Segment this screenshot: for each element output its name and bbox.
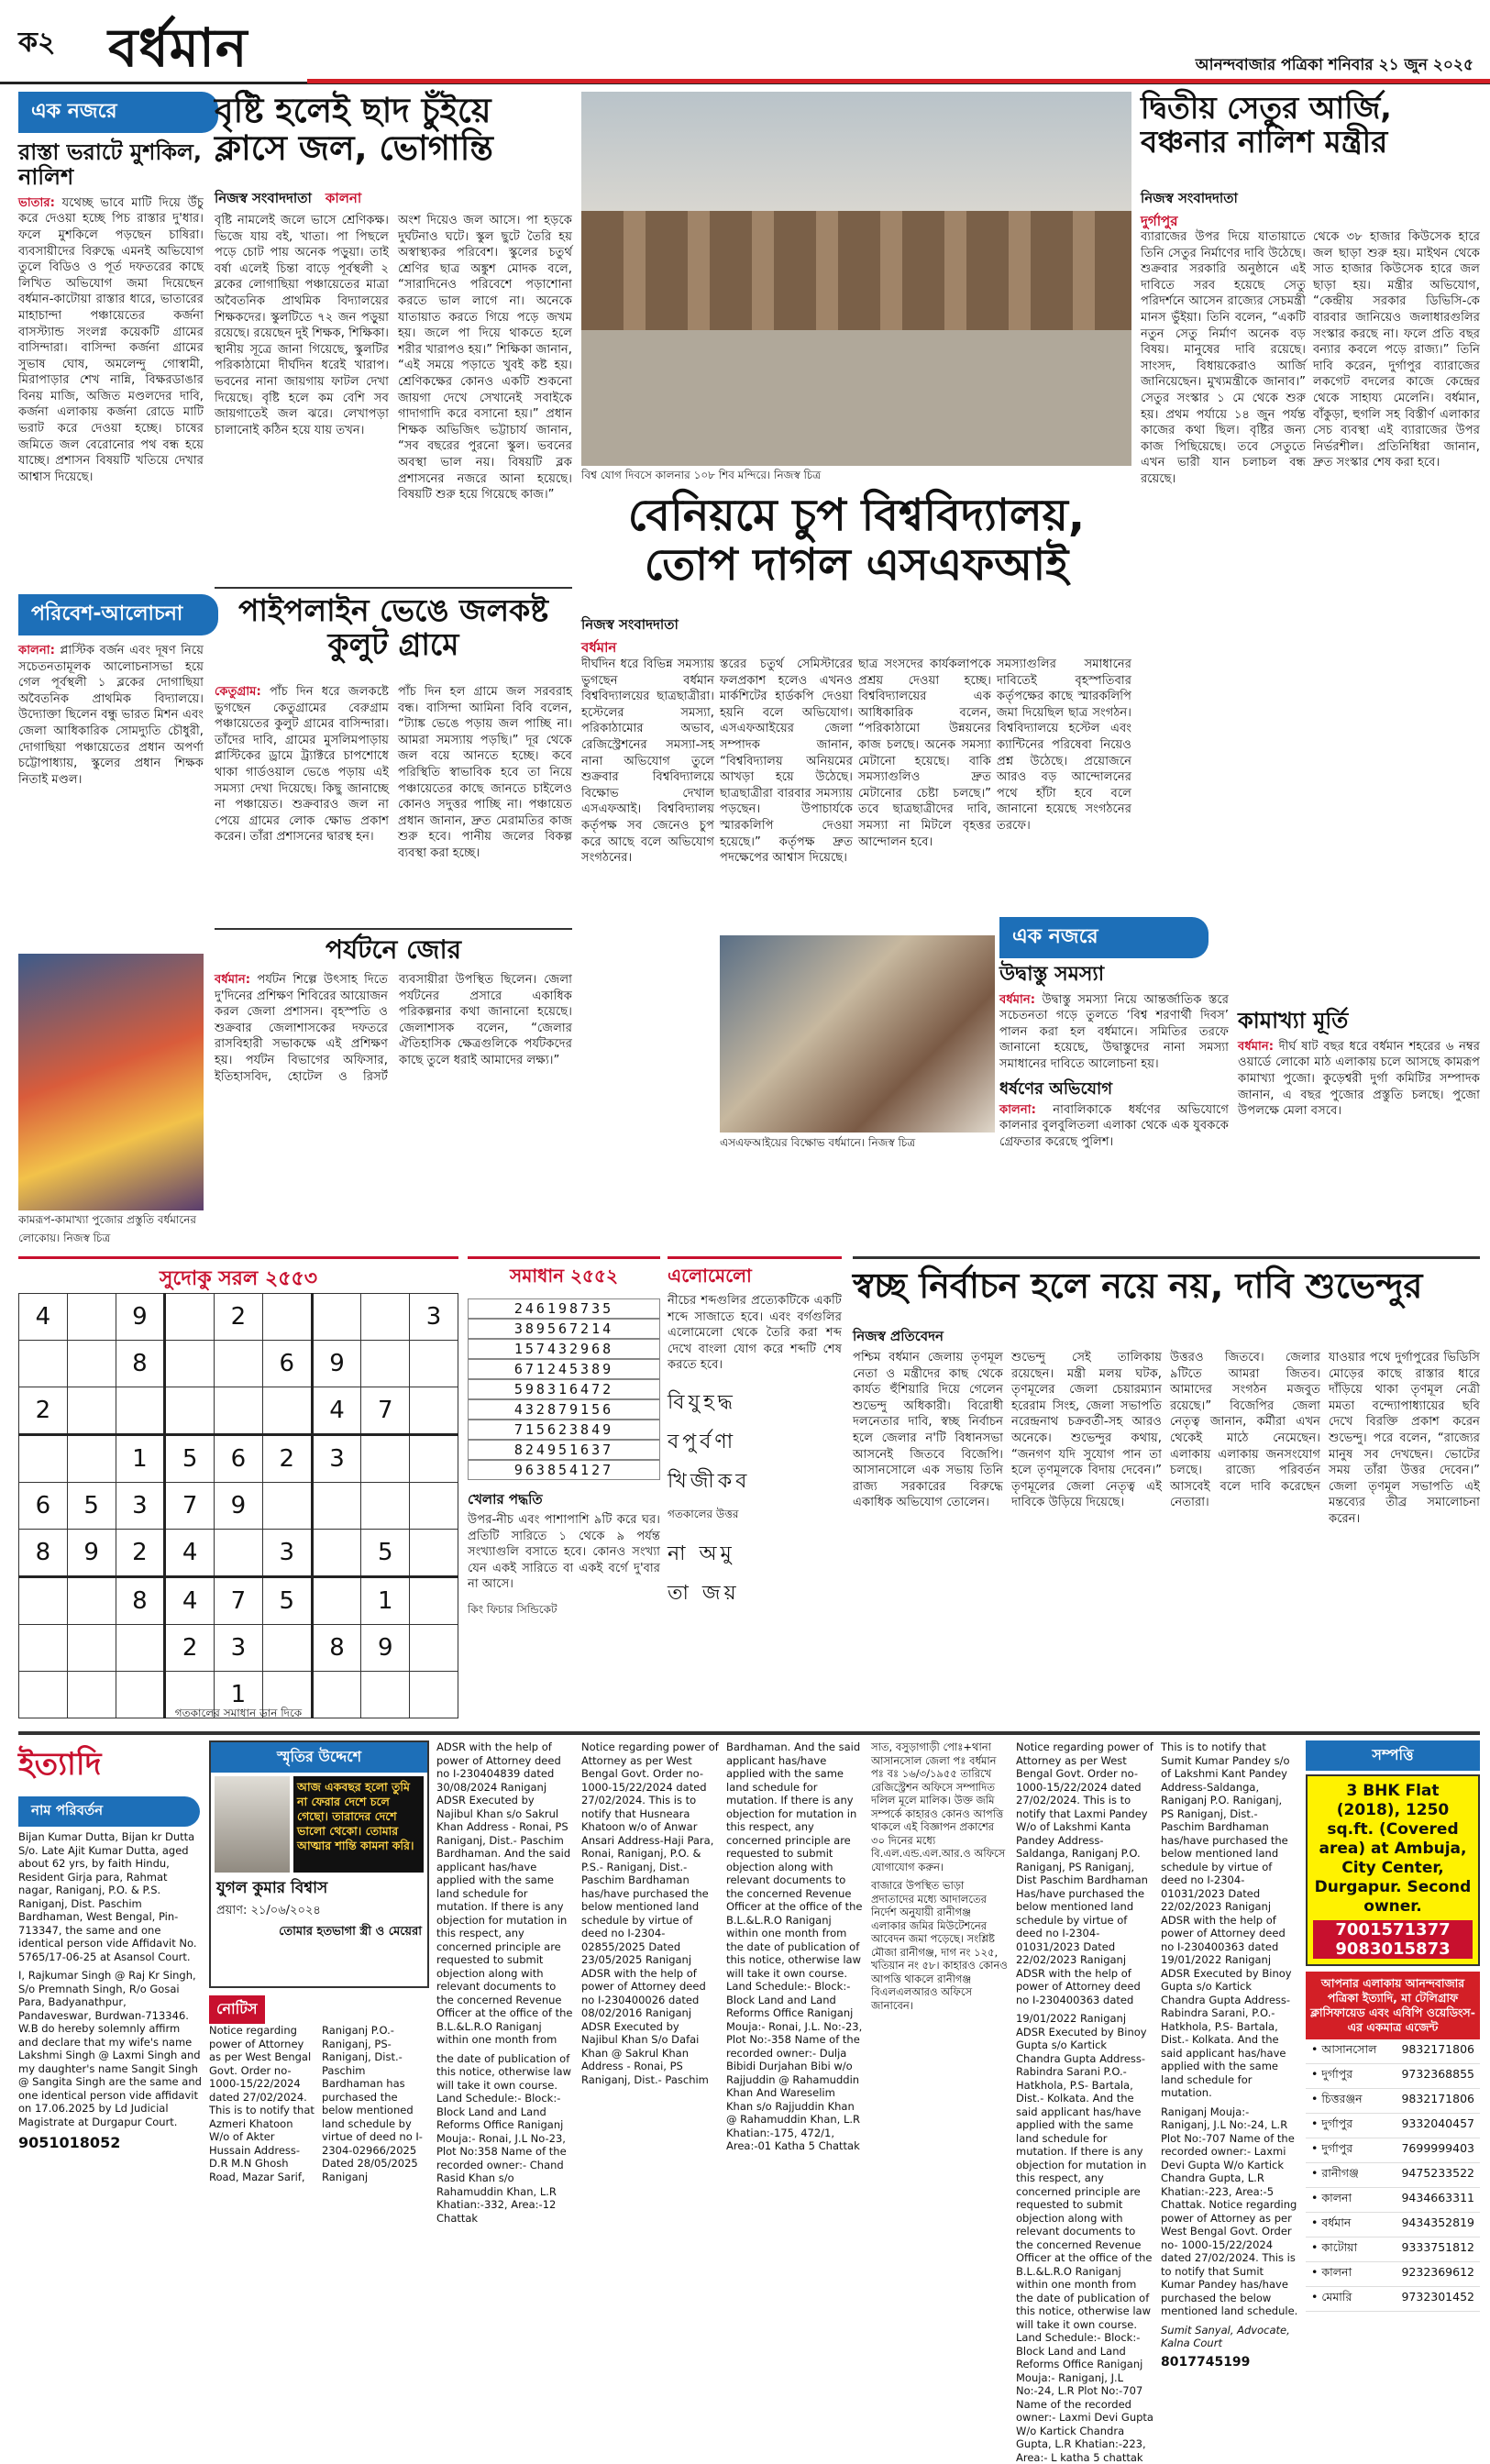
agent-place: • রানীগঞ্জ — [1311, 2166, 1359, 2180]
sudoku-cell[interactable]: 2 — [116, 1530, 165, 1577]
roof-headline-box — [215, 92, 572, 183]
sudoku-cell[interactable]: 7 — [215, 1577, 263, 1625]
sudoku-cell[interactable] — [312, 1294, 361, 1341]
alomelo-word5: তা জয় — [668, 1581, 740, 1605]
shuvendu-col3: উত্তরও জিতবে। জেলার ৯টিতে আমরা জিতব। আমাদের সংগঠন মজবুত রয়েছে।” বিজেপির জেলা নেতৃত্ব জানান, কর্মীরা এখন থেকেই মাঠে নেমেছেন। এলাকায় এলাকায় জনসংযোগ চলছে। রাজ্যে পরিবর্তন আসবেই বলে দাবি করেছেন নেতারা। — [1170, 1351, 1320, 1510]
kamakhya-photo — [18, 954, 204, 1210]
sudoku-cell[interactable] — [262, 1483, 312, 1530]
sudoku-cell[interactable] — [410, 1435, 458, 1483]
property-ad-box — [1306, 1774, 1480, 1966]
sudoku-cell[interactable] — [361, 1294, 410, 1341]
sudoku-cell[interactable] — [165, 1387, 215, 1435]
shuvendu-headline-box — [853, 1256, 1480, 1320]
masthead-rule — [307, 79, 1490, 83]
notice-2-text: ADSR with the help of power of Attorney deed no I-230404839 dated 30/08/2024 Raniganj ADSR Executed by Najibul Khan s/o Sakrul Khan Address - Ronai, PS Raniganj, Dist.- Paschim Bardhaman. And the said applicant has/have applied with the same land schedule for mutation. If there is any objection for mutation in this respect, any concerned principle are requested to submit objection along with relevant documents to the concerned Revenue Officer at the office of the B.L.&L.R.O Raniganj within one month from — [436, 1740, 573, 2046]
sudoku-cell[interactable]: 5 — [165, 1435, 215, 1483]
sudoku-cell[interactable] — [215, 1387, 263, 1435]
roof-col2: অংশ দিয়েও জল আসে। পা হড়কে দুর্ঘটনাও ঘটে। স্কুল ছুটে তৈরি হয় অস্বাস্থ্যকর পরিবেশ। স্কুলের চতুর্থ শ্রেণির ছাত্র অঙ্কুশ মোদক বলে, “সারাদিনেও পরিবেশে পড়াশোনা করতে ভাল লাগে না। অনেকে যাতায়াত করতে গিয়ে পড়ে জখম হয়। জলে পা দিয়ে থাকতে হলে শরীর খারাপও হয়।” শিক্ষিকা জানান, “এই সময়ে পড়াতে খুবই কষ্ট হয়। শ্রেণিকক্ষের কোনও একটি শুকনো জায়গা দেখে সেখানেই সবাইকে গাদাগাদি করে বসানো হয়।” প্রধান শিক্ষক অভিজিৎ ভট্টাচার্য জানান, “সব বছরের পুরনো স্কুল। ভবনের অবস্থা ভাল নয়। বিষয়টি ব্লক প্রশাসনের নজরে আনা হয়েছে। বিষয়টি শুরু হয়ে গিয়েছে কাজ।” — [398, 214, 572, 503]
bridge-col2: থেকে ৩৮ হাজার কিউসেক হারে জল ছাড়া শুরু হয়। মাইথন থেকে সাত হাজার কিউসেক হারে জল ছাড়া হয়। মন্ত্রীর অভিযোগ, “কেন্দ্রীয় সরকার ডিভিসি-কে বারবার জানিয়েও জলাধারগুলির সংস্কার করছে না। ফলে প্রতি বছর বন্যার কবলে পড়ে রাজ্য।” তিনি দাবি করেন, দুর্গাপুর ব্যারাজের লকগেট বদলের কাজে কেন্দ্রের থেকে সাহায্য মেলেনি। বর্ধমান, বাঁকুড়া, হুগলি সহ বিস্তীর্ণ এলাকার সেচ ব্যবস্থা এই ব্যারাজের উপর নির্ভরশীল। প্রতিনিধিরা জানান, দ্রুত সংস্কার শেষ করা হবে। — [1313, 230, 1480, 470]
sudoku-cell[interactable]: 9 — [312, 1341, 361, 1387]
sudoku-cell[interactable] — [67, 1294, 116, 1341]
agent-row — [1306, 2262, 1480, 2287]
university-byline: নিজস্ব সংবাদদাতা — [581, 616, 679, 633]
sudoku-cell[interactable] — [361, 1483, 410, 1530]
shuvendu-col2: শুভেন্দু সেই তালিকায় রয়েছেন। মন্ত্রী মলয় ঘটক, তৃণমূলের জেলা চেয়ারম্যান হরেরাম সিংহ, জেলা সভাপতি নরেন্দ্রনাথ চক্রবর্তী-সহ আরও অনেকে। শুভেন্দুর কথায়, “জনগণ যদি সুযোগ পান তা হলে তৃণমূলকে বিদায় দেবেন।” তৃণমূলের জেলা নেতৃত্ব এই দাবিকে উড়িয়ে দিয়েছে। — [1011, 1351, 1162, 1510]
sudoku-cell[interactable] — [19, 1435, 68, 1483]
edition-date: আনন্দবাজার পত্রিকা শনিবার ২১ জুন ২০২৫ — [1195, 56, 1473, 74]
notice-7-text: বাজারে উপস্থিত ভাড়া প্রদাতাদের মধ্যে আদালতের নির্দেশ অনুযায়ী রানীগঞ্জ এলাকার জমির মিউটেশনের আবেদন জমা পড়েছে। সংশ্লিষ্ট মৌজা রানীগঞ্জ, দাগ নং ১২৫, খতিয়ান নং ৫৮। কাহারও কোনও আপত্তি থাকলে রানীগঞ্জ বিএলএলআরও অফিসে জানাবেন। — [871, 1879, 1008, 2012]
poribesh-place: কালনা: — [18, 644, 55, 657]
sudoku-cell[interactable] — [410, 1577, 458, 1625]
ityadi-column — [18, 1740, 202, 2295]
sudoku-cell[interactable] — [312, 1483, 361, 1530]
sudoku-cell[interactable] — [67, 1625, 116, 1672]
agent-row — [1306, 2039, 1480, 2064]
memorial-date: প্রয়াণ: ২১/০৬/২০২৪ — [216, 1904, 321, 1917]
agent-row — [1306, 2138, 1480, 2163]
solution-row: 598316472 — [468, 1379, 660, 1399]
university-col1: দীর্ঘদিন ধরে বিভিন্ন সমস্যায় ভুগছেন বর্ধমান বিশ্ববিদ্যালয়ের ছাত্রছাত্রীরা। হস্টেলের সমস্যা, পরিকাঠামোর অভাব, রেজিস্ট্রেশনের সমস্যা-সহ নানা অভিযোগ তুলে শুক্রবার বিশ্ববিদ্যালয়ে বিক্ষোভ দেখাল এসএফআই। বিশ্ববিদ্যালয় কর্তৃপক্ষ সব জেনেও চুপ করে আছে বলে অভিযোগ সংগঠনের। — [581, 657, 714, 866]
university-headline: বেনিয়মে চুপ বিশ্ববিদ্যালয়, তোপ দাগল এসএফআই — [627, 490, 1086, 591]
agent-row — [1306, 2089, 1480, 2114]
notice-tag: নোটিস — [209, 1995, 265, 2024]
notice-9-text: 19/01/2022 Raniganj ADSR Executed by Binoy Gupta s/o Kartick Chandra Gupta Address-Rabindra Sarani P.O.- Hatkhola, P.S- Bartala, Dist.- Kolkata. And the said applicant has/have applied with the same land schedule for mutation. If there is any objection for mutation in this respect, any concerned principle are requested to submit objection along with relevant documents to the concerned Revenue Officer at the office of the B.L.&L.R.O Raniganj within one month from the date of publication of this notice, otherwise law will take it own course. Land Schedule:- Block:- Block Land and Land Reforms Office Raniganj Mouja:- Raniganj, J.L No:-24, L.R Plot No:-707 Name of the recorded owner:- Laxmi Devi Gupta W/o Kartick Chandra Gupta, L.R Khatian:-223, Area:- L katha 5 chattak — [1016, 2012, 1153, 2464]
property-ad: 3 BHK Flat (2018), 1250 sq.ft. (Covered area) at Ambuja, City Center, Durgapur. Second owner. — [1314, 1782, 1472, 1916]
sudoku-cell[interactable]: 9 — [215, 1483, 263, 1530]
agent-phone: 9333751812 — [1401, 2240, 1474, 2254]
university-col3: ছাত্র সংসদের কার্যকলাপকে প্রশ্রয় দেওয়া হচ্ছে। বিশ্ববিদ্যালয়ের এক আধিকারিক বলেন, “পরিকাঠামো উন্নয়নের কাজ চলছে। অনেক সমস্যা মেটানো হয়েছে। বাকি সমস্যাগুলিও দ্রুত মেটানোর চেষ্টা চলছে।” তবে ছাত্রছাত্রীদের দাবি, সমস্যা না মিটলে বৃহত্তর আন্দোলন হবে। — [858, 657, 991, 849]
sudoku-cell[interactable] — [215, 1341, 263, 1387]
roof-col1: বৃষ্টি নামলেই জলে ভাসে শ্রেণিকক্ষ। ভিজে যায় বই, খাতা। পা পিছলে পড়ে চোট পায় অনেক পড়ুয়া। তাই বর্ষা এলেই চিন্তা বাড়ে পূর্বস্থলী ২ ব্লকের লোগাছিয়া পঞ্চায়েতের মাত্রা অবৈতনিক প্রাথমিক বিদ্যালয়ের শিক্ষকদের। স্কুলটিতে ৭২ জন পড়ুয়া রয়েছে। রয়েছেন দুই শিক্ষক, শিক্ষিকা। স্থানীয় সূত্রে জানা গিয়েছে, স্কুলটির পরিকাঠামো দীর্ঘদিন ধরেই খারাপ। ভবনের নানা জায়গায় ফাটল দেখা দিয়েছে। বৃষ্টি হলে কম বেশি সব জায়গাতেই জল ঝরে। লেখাপড়া চালানোই কঠিন হয়ে যায় তখন। — [215, 214, 389, 437]
sudoku-cell[interactable]: 4 — [19, 1294, 68, 1341]
sudoku-cell[interactable]: 8 — [19, 1530, 68, 1577]
agent-row — [1306, 2213, 1480, 2237]
sudoku-cell[interactable]: 1 — [215, 1672, 263, 1718]
sudoku-grid[interactable] — [18, 1293, 458, 1718]
poribesh-section — [18, 594, 204, 943]
solution-row: 157432968 — [468, 1339, 660, 1359]
notice-8-text: Notice regarding power of Attorney as per West Bengal Govt. Order no- 1000-15/22/2024 dated 27/02/2024. This is to notify that Laxmi Pandey W/o of Lakshmi Kanta Pandey Address- Saldanga, Raniganj P.O. Raniganj, PS Raniganj, Dist Paschim Bardhaman Has/have purchased the below mentioned land schedule by virtue of deed no I-2304-01031/2023 Dated 22/02/2023 Raniganj ADSR with the help of power of Attorney deed no I-230400363 dated — [1016, 1740, 1153, 2006]
shuvendu-col1: পশ্চিম বর্ধমান জেলায় তৃণমূল নেতা ও মন্ত্রীদের কাছ থেকে কার্যত হুঁশিয়ারি দিয়ে গেলেন শুভেন্দু অধিকারী। বিরোধী দলনেতার দাবি, স্বচ্ছ নির্বাচন হলে জেলার ন'টি বিধানসভা আসনেই জিতবে বিজেপি। আসানসোলে এক সভায় তিনি রাজ্য সরকারের বিরুদ্ধে একাধিক অভিযোগ তোলেন। — [853, 1351, 1003, 1510]
agent-row — [1306, 2114, 1480, 2138]
sudoku-cell[interactable]: 9 — [361, 1625, 410, 1672]
classifieds-rule — [18, 1731, 1480, 1735]
shuvendu-headline: স্বচ্ছ নির্বাচন হলে নয়ে নয়, দাবি শুভেন্দুর — [853, 1265, 1423, 1306]
kamakhya-place: বর্ধমান: — [1238, 1039, 1275, 1054]
sudoku-cell[interactable] — [116, 1625, 165, 1672]
roof-byline-box — [215, 188, 572, 212]
sudoku-cell[interactable]: 1 — [116, 1435, 165, 1483]
name-change-tag: নাম পরিবর্তন — [18, 1796, 200, 1827]
notice-signature: Sumit Sanyal, Advocate, Kalna Court — [1161, 2323, 1290, 2349]
notice-column-1 — [209, 1995, 429, 2295]
sudoku-cell[interactable] — [165, 1294, 215, 1341]
memorial-tag: স্মৃতির উদ্দেশে — [211, 1742, 427, 1773]
sudoku-cell[interactable]: 8 — [312, 1625, 361, 1672]
sudoku-cell[interactable] — [410, 1625, 458, 1672]
pipeline-col1-text: পাঁচ দিন ধরে জলকষ্টে ভুগছেন কেতুগ্রামের বেরুগ্রাম পঞ্চায়েতের কুলুট গ্রামের বাসিন্দারা। তাঁদের দাবি, গ্রামের মুসলিমপাড়ায় প্লাস্টিকের ড্রামে ট্র্যাক্টরে চাপশোধে থাকা গার্ডওয়াল ভেঙে পড়ায় এই সমস্যা দেখা দিয়েছে। কিছু জানাচ্ছে না পঞ্চায়েত। শুক্রবারও জল না পেয়ে গ্রামের লোক ক্ষোভ প্রকাশ করেন। তাঁরা প্রশাসনের দ্বারস্থ হন। — [215, 685, 389, 845]
agent-row — [1306, 2237, 1480, 2262]
sudoku-cell[interactable]: 4 — [165, 1577, 215, 1625]
solution-box — [468, 1256, 660, 1715]
university-col4: সমস্যাগুলির সমাধানের দাবিতেই বৃহস্পতিবার কর্তৃপক্ষের কাছে স্মারকলিপি জমা দিয়েছিল ছাত্র সংগঠন। বিশ্ববিদ্যালয়ে হস্টেল এবং ক্যান্টিনের পরিষেবা নিয়েও প্রশ্ন উঠেছে। প্রয়োজনে আরও বড় আন্দোলনের পথে হাঁটা হবে বলে জানানো হয়েছে সংগঠনের তরফে। — [997, 657, 1131, 833]
university-col2: স্তরের চতুর্থ সেমিস্টারের ফলপ্রকাশ হলেও এখনও মার্কশিটের হার্ডকপি দেওয়া হয়নি বলে অভিযোগ। এসএফআইয়ের জেলা সম্পাদক জানান, “বিশ্ববিদ্যালয় অনিয়মের আখড়া হয়ে উঠেছে। ছাত্রছাত্রীরা বারবার সমস্যায় পড়ছেন। উপাচার্যকে স্মারকলিপি দেওয়া হয়েছে।” কর্তৃপক্ষ দ্রুত পদক্ষেপের আশ্বাস দিয়েছে। — [720, 657, 853, 866]
pipeline-col2: পাঁচ দিন হল গ্রামে জল সরবরাহ বন্ধ। বাসিন্দা আমিনা বিবি বলেন, “ট্যাঙ্ক ভেঙে পড়ায় জল পাচ্ছি না। আমরা সমস্যায় পড়ছি।” দূর থেকে জল বয়ে আনতে হচ্ছে। কবে পরিস্থিতি স্বাভাবিক হবে তা নিয়ে পঞ্চায়েতের কাছে জানতে চাইলেও কোনও সদুত্তর পাচ্ছি না। পঞ্চায়েত প্রধান জানান, দ্রুত মেরামতির কাজ শুরু হবে। পানীয় জলের বিকল্প ব্যবস্থা করা হচ্ছে। — [398, 685, 572, 860]
notice-5: Bardhaman. And the said applicant has/have applied with the same land schedule for mutation. If there is any objection for mutation in this respect, any concerned principle are requested to submit objection along with relevant documents to the concerned Revenue Officer at the office of the B.L.&L.R.O Raniganj within one month from the date of publication of this notice, otherwise law will take it own course. Land Schedule:- Block:- Block Land and Land Reforms Office Raniganj Mouja:- Ronai, J.L. No:-23, Plot No:-358 Name of the recorded owner:- Dulja Bibidi Durjahan Bibi w/o Rajjuddin @ Rahamuddin Khan And Wareselim Khan s/o Rajjuddin Khan @ Rahamuddin Khan, L.R Khatian:-175, 472/1, Area:-01 Katha 5 Chattak — [726, 1740, 863, 2152]
sudoku-cell[interactable] — [262, 1387, 312, 1435]
notice-3-text: the date of publication of this notice, otherwise law will take it own course. Land Schedule:- Block:- Block Land and Land Reforms Office Raniganj Mouja:- Ronai, J.L No-23, Plot No:358 Name of the recorded owner:- Chand Rasid Khan s/o Rahamuddin Khan, L.R Khatian:-332, Area:-12 Chattak — [436, 2051, 571, 2225]
agent-row — [1306, 2064, 1480, 2089]
sudoku-cell[interactable] — [361, 1435, 410, 1483]
roof-place: কালনা — [325, 190, 362, 206]
alomelo-title: এলোমেলো — [668, 1256, 842, 1293]
sudoku-cell[interactable]: 3 — [410, 1294, 458, 1341]
sudoku-cell[interactable]: 4 — [165, 1530, 215, 1577]
sudoku-cell[interactable]: 4 — [312, 1387, 361, 1435]
ek-nojore-tag: এক নজরে — [18, 92, 218, 133]
property-phone-1: 7001571377 — [1313, 1920, 1473, 1939]
kamakhya-body: দীর্ঘ ষাট বছর ধরে বর্ধমান শহরের ৬ নম্বর ওয়ার্ডে লোকো মাঠ এলাকায় চলে আসছে কামরূপ কামাখ্যা পুজো। কুড়েশ্বরী দুর্গা কমিটির সম্পাদক জানান, এ বছর পুজোর প্রস্তুতি চলছে। পুজো উপলক্ষে মেলা বসবে। — [1238, 1039, 1480, 1119]
solution-grid — [468, 1298, 660, 1480]
sudoku-cell[interactable]: 5 — [67, 1483, 116, 1530]
solution-row: 824951637 — [468, 1440, 660, 1460]
tourism-place: বর্ধমান: — [215, 973, 251, 987]
ek-nojore-right-subheadline: ধর্ষণের অভিযোগ — [999, 1078, 1113, 1099]
sudoku-cell[interactable] — [312, 1577, 361, 1625]
roof-headline: বৃষ্টি হলেই ছাদ চুঁইয়ে ক্লাসে জল, ভোগান্তি — [215, 91, 493, 169]
sudoku-cell[interactable] — [67, 1341, 116, 1387]
notice-6-text: সাত, বসুড়াগাড়ী পোঃ+থানা আসানসোল জেলা পঃ বর্ধমান পঃ বঃ ১৬/৩/১৯৫৫ তারিখে রেজিস্ট্রেশন অফিসে সম্পাদিত দলিল মূলে মালিক। উক্ত জমি সম্পর্কে কাহারও কোনও আপত্তি থাকলে এই বিজ্ঞাপন প্রকাশের ৩০ দিনের মধ্যে বি.এল.এন্ড.এল.আর.ও অফিসে যোগাযোগ করুন। — [871, 1740, 1006, 1873]
sudoku-cell[interactable]: 6 — [19, 1483, 68, 1530]
agent-row — [1306, 2163, 1480, 2188]
rules-body: উপর-নীচ এবং পাশাপাশি ৯টি করে ঘর। প্রতিটি সারিতে ১ থেকে ৯ পর্যন্ত সংখ্যাগুলি বসাতে হবে। কোনও সংখ্যা যেন একই সারিতে বা একই বর্গে দু'বার না আসে। — [468, 1513, 660, 1592]
sudoku-cell[interactable] — [19, 1341, 68, 1387]
property-phone-2: 9083015873 — [1313, 1939, 1473, 1959]
tourism-headline-box — [215, 928, 572, 968]
bridge-headline: দ্বিতীয় সেতুর আর্জি, বঞ্চনার নালিশ মন্ত্রীর — [1141, 90, 1392, 160]
ityadi-phone-2: 8017745199 — [1161, 2354, 1251, 2370]
property-tag: সম্পত্তি — [1306, 1740, 1480, 1771]
sudoku-cell[interactable] — [67, 1577, 116, 1625]
sudoku-cell[interactable]: 5 — [361, 1530, 410, 1577]
sudoku-cell[interactable] — [262, 1294, 312, 1341]
ek-nojore-right-tag: এক নজরে — [999, 917, 1209, 958]
notice-2 — [436, 1740, 574, 2295]
sudoku-cell[interactable]: 3 — [116, 1483, 165, 1530]
ityadi-title: ইত্যাদি — [18, 1746, 102, 1783]
agent-phone: 9832171806 — [1401, 2042, 1474, 2056]
sudoku-grid-box[interactable] — [18, 1293, 458, 1708]
university-photo-caption: এসএফআইয়ের বিক্ষোভ বর্ধমানে। নিজস্ব চিত্র — [720, 1136, 916, 1149]
rules-credit: কিং ফিচার সিন্ডিকেট — [468, 1602, 557, 1616]
notice-1: Notice regarding power of Attorney as per West Bengal Govt. Order no- 1000-15/22/2024 dated 27/02/2024. This is to notify that Azmeri Khatoon W/o of Akter Hussain Address-D.R M.N Ghosh Road, Mazar Sarif, Raniganj P.O.- Raniganj, PS- Raniganj, Dist.- Paschim Bardhaman has purchased the below mentioned land schedule by virtue of deed no I-2304-02966/2025 Dated 28/05/2025 Raniganj — [209, 2024, 423, 2183]
agent-place: • মেমারি — [1311, 2290, 1352, 2304]
agent-phone: 9732301452 — [1401, 2290, 1474, 2304]
agent-text: আপনার এলাকায় আনন্দবাজার পত্রিকা ইত্যাদি, মা টেলিগ্রাফ ক্লাসিফায়েড এবং এবিপি ওয়েডিংস-এর একমাত্র এজেন্ট — [1306, 1972, 1480, 2039]
agent-place: • চিত্তরঞ্জন — [1311, 2092, 1363, 2105]
sudoku-cell[interactable] — [165, 1341, 215, 1387]
ek-nojore-right-headline: উদ্বাস্তু সমস্যা — [999, 963, 1105, 986]
notice-11-text: Raniganj Mouja:- Raniganj, J.L No:-24, L.R Plot No:-707 Name of the recorded owner:- Laxmi Devi Gupta W/o Kartick Chandra Gupta, L.R Khatian:-223, Area:-5 Chattak. Notice regarding power of Attorney as per West Bengal Govt. Order no- 1000-15/22/2024 dated 27/02/2024. This is to notify that Sumit Kumar Pandey has/have purchased the below mentioned land schedule. — [1161, 2105, 1298, 2317]
sudoku-cell[interactable]: 2 — [19, 1387, 68, 1435]
agent-place: • দুর্গাপুর — [1311, 2067, 1353, 2081]
agent-phone: 9434352819 — [1401, 2215, 1474, 2229]
sudoku-cell[interactable]: 7 — [361, 1387, 410, 1435]
alomelo-word1: বিযুহদ্ধ — [668, 1390, 736, 1414]
sudoku-cell[interactable] — [410, 1530, 458, 1577]
name-change-2: I, Rajkumar Singh @ Raj Kr Singh, S/o Premnath Singh, R/o Gosai Para, Badyanathpur, Pandaveswar, Burdwan-713346. W.B do hereby solemnly affirm and declare that my wife's name Lakshmi Singh @ Laxmi Singh and my daughter's name Sangit Singh @ Sangita Singh are the same and one identical person vide affidavit on 17.06.2025 by Ld Judicial Magistrate at Durgapur Court. — [18, 1969, 202, 2128]
agent-phone: 9475233522 — [1401, 2166, 1474, 2180]
alomelo-word4: না অমু — [668, 1541, 735, 1565]
solution-row: 715623849 — [468, 1420, 660, 1440]
agent-row — [1306, 2287, 1480, 2312]
solution-title: সমাধান ২৫৫২ — [468, 1256, 660, 1293]
kamakhya-headline: কামাখ্যা মূর্তি — [1238, 1008, 1349, 1033]
ek-nojore-place: ভাতার: — [18, 195, 55, 210]
notice-8-9 — [1016, 1740, 1153, 2464]
bridge-byline-box — [1141, 188, 1480, 228]
sudoku-cell[interactable] — [116, 1387, 165, 1435]
sudoku-cell[interactable]: 8 — [116, 1577, 165, 1625]
masthead — [0, 0, 1490, 84]
solution-row: 246198735 — [468, 1298, 660, 1319]
notice-4: Notice regarding power of Attorney as per West Bengal Govt. Order no- 1000-15/22/2024 dated 27/02/2024. This is to notify that Husneara Khatoon w/o of Anwar Ansari Address-Haji Para, Ronai, Raniganj, P.O. & P.S.- Raniganj, Dist.- Paschim Bardhaman has/have purchased the below mentioned land schedule by virtue of deed no I-2304-02855/2025 Dated 23/05/2025 Raniganj ADSR with the help of power of Attorney deed no I-230400026 dated 08/02/2016 Raniganj ADSR Executed by Najibul Khan S/o Dafai Khan @ Sakrul Khan Address - Ronai, PS Raniganj, Dist.- Paschim — [581, 1740, 719, 2086]
memorial-box — [209, 1740, 429, 1988]
sudoku-cell[interactable] — [19, 1577, 68, 1625]
ek-nojore-right-body: উদ্বাস্তু সমস্যা নিয়ে আন্তর্জাতিক স্তরে সচেতনতা গড়ে তুলতে ‘বিশ্ব শরণার্থী দিবস’ পালন করা হল বর্ধমানে। সমিতির তরফে জানানো হয়েছে, উদ্বাস্তুদের নানা সমস্যা সমাধানের দাবিতে আলোচনা হয়। — [999, 992, 1229, 1071]
pipeline-place: কেতুগ্রাম: — [215, 685, 261, 699]
kamakhya-photo-caption: কামরূপ-কামাখ্যা পুজোর প্রস্তুতি বর্ধমানের লোকোয়। নিজস্ব চিত্র — [18, 1213, 196, 1244]
kamakhya-section — [1238, 917, 1480, 1247]
ek-nojore-right-subplace: কালনা: — [999, 1102, 1036, 1117]
sudoku-cell[interactable]: 5 — [262, 1577, 312, 1625]
notice-10-11 — [1161, 1740, 1298, 2370]
agent-phone: 9732368855 — [1401, 2067, 1474, 2081]
notice-10-text: This is to notify that Sumit Kumar Pandey s/o of Lakshmi Kant Pandey Address-Saldanga, Raniganj P.O. Raniganj, PS Raniganj, Dist.- Paschim Bardhaman has/have purchased the below mentioned land schedule by virtue of deed no I-2304-01031/2023 Dated 22/02/2023 Raniganj ADSR with the help of power of Attorney deed no I-230400363 dated 19/01/2022 Raniganj ADSR Executed by Binoy Gupta s/o Kartick Chandra Gupta Address-Rabindra Sarani, P.O.- Hatkhola, P.S- Bartala, Dist.- Kolkata. And the said applicant has/have applied with the same land schedule for mutation. — [1161, 1740, 1292, 2099]
agent-phone: 7699999403 — [1401, 2141, 1474, 2155]
ek-nojore-right — [999, 917, 1229, 1247]
sudoku-cell[interactable] — [67, 1387, 116, 1435]
alomelo-word3: খিজীকব — [668, 1469, 751, 1493]
sudoku-cell[interactable] — [312, 1530, 361, 1577]
solution-row: 671245389 — [468, 1359, 660, 1379]
sudoku-cell[interactable] — [410, 1387, 458, 1435]
agent-place: • কালনা — [1311, 2191, 1352, 2204]
shuvendu-col4: যাওয়ার পথে দুর্গাপুরের ভিডিসি মোড়ের কাছে রাস্তার ধারে দাঁড়িয়ে থাকা তৃণমূল নেত্রী মমতা বন্দ্যোপাধ্যায়ের ছবি দেখে বিরক্তি প্রকাশ করেন শুভেন্দু। পরে বলেন, “রাজ্যের মানুষ সব দেখছেন। ভোটের সময় তাঁরা উত্তর দেবেন।” জেলা তৃণমূল সভাপতি এই মন্তব্যের তীব্র সমালোচনা করেন। — [1329, 1351, 1480, 1526]
memorial-portrait — [215, 1776, 290, 1873]
alomelo-word2: বপুর্বণা — [668, 1430, 737, 1453]
university-place: বর্ধমান — [581, 639, 617, 656]
shuvendu-byline: নিজস্ব প্রতিবেদন — [853, 1328, 944, 1344]
sudoku-cell[interactable]: 6 — [215, 1435, 263, 1483]
alomelo-box — [668, 1256, 842, 1715]
sudoku-title: সুদোকু সরল ২৫৫৩ — [159, 1267, 318, 1290]
bridge-headline-box — [1141, 92, 1480, 183]
page-number: ক২ — [18, 27, 56, 59]
agent-row — [1306, 2188, 1480, 2213]
yoga-photo — [581, 92, 1131, 466]
solution-row: 963854127 — [468, 1460, 660, 1480]
tourism-body — [215, 972, 572, 1247]
sudoku-cell[interactable]: 7 — [165, 1483, 215, 1530]
bridge-place: দুর্গাপুর — [1141, 213, 1178, 229]
agent-phone: 9434663311 — [1401, 2191, 1474, 2204]
sudoku-cell[interactable] — [19, 1625, 68, 1672]
agent-place: • কালনা — [1311, 2265, 1352, 2279]
agent-phone: 9232369612 — [1401, 2265, 1474, 2279]
sudoku-cell[interactable] — [410, 1483, 458, 1530]
roof-byline: নিজস্ব সংবাদদাতা — [215, 190, 312, 206]
poribesh-body: প্লাস্টিক বর্জন এবং দূষণ নিয়ে সচেতনতামূলক আলোচনাসভা হয়ে গেল পূর্বস্থলী ১ ব্লকের দোগাছিয়া অবৈতনিক প্রাথমিক বিদ্যালয়ে। উদ্যোক্তা ছিলেন বন্ধু ভারত মিশন এবং জেলা আধিকারিক সোমদ্যুতি চৌধুরী, দোগাছিয়া পঞ্চায়েতের প্রধান অপর্ণা চট্টোপাধ্যায়, স্কুলের প্রধান শিক্ষক নিতাই মণ্ডল। — [18, 644, 204, 787]
sudoku-cell[interactable] — [215, 1530, 263, 1577]
memorial-from: তোমার হতভাগা স্ত্রী ও মেয়েরা — [279, 1925, 422, 1939]
university-photo — [720, 935, 995, 1133]
agent-place: • কাটোয়া — [1311, 2240, 1358, 2254]
name-change-1: Bijan Kumar Dutta, Bijan kr Dutta S/o. Late Ajit Kumar Dutta, aged about 62 yrs, by faith Hindu, Resident Girja para, Rahmat nagar, Raniganj, P.O. & P.S. Raniganj, Dist. Paschim Bardhaman, West Bengal, Pin-713347, the same and one identical person vide Affidavit No. 5765/17-06-25 at Asansol Court. — [18, 1830, 197, 1963]
sudoku-cell[interactable] — [262, 1625, 312, 1672]
agent-place: • বর্ধমান — [1311, 2215, 1352, 2229]
sudoku-cell[interactable]: 3 — [215, 1625, 263, 1672]
ek-nojore-left — [18, 92, 204, 587]
sudoku-cell[interactable]: 6 — [262, 1341, 312, 1387]
alomelo-answer-label: গতকালের উত্তর — [668, 1507, 739, 1520]
property-column — [1306, 1740, 1480, 2304]
pipeline-headline: পাইপলাইন ভেঙে জলকষ্ট কুলুট গ্রামে — [238, 592, 548, 662]
memorial-poem: আজ একবছর হলো তুমি না ফেরার দেশে চলে গেছো। তারাদের দেশে ভালো থেকো। তোমার আত্মার শান্তি কামনা করি। — [293, 1776, 424, 1873]
tourism-headline: পর্যটনে জোর — [325, 934, 462, 965]
bridge-col1: ব্যারাজের উপর দিয়ে যাতায়াতে তিনি সেতুর নির্মাণের দাবি উঠেছে। শুক্রবার সরকারি অনুষ্ঠানে এই দাবিতে সরব হয়েছে সেতু পরিদর্শনে আসেন রাজ্যের সেচমন্ত্রী মানস ভুঁইয়া। তিনি বলেন, “একটি নতুন সেতু নির্মাণ অনেক বড় বিষয়। মানুষের দাবি রয়েছে। সাংসদ, বিধায়কেরাও আর্জি জানিয়েছেন। মুখ্যমন্ত্রীকে জানাব।” সেতুর সংস্কার ১ মে থেকে শুরু হয়। প্রথম পর্যায়ে ১৪ জুন পর্যন্ত কাজের কথা ছিল। বৃষ্টির জন্য কাজ পিছিয়েছে। তবে সেতুতে এখন ভারী যান চলাচল বন্ধ রয়েছে। — [1141, 230, 1306, 486]
agent-place: • দুর্গাপুর — [1311, 2116, 1353, 2130]
pipeline-col1 — [215, 684, 389, 923]
ityadi-phone: 9051018052 — [18, 2134, 121, 2151]
agent-place: • আসানসোল — [1311, 2042, 1377, 2056]
rules-title: খেলার পদ্ধতি — [468, 1491, 543, 1508]
solution-row: 432879156 — [468, 1399, 660, 1420]
sudoku-cell[interactable]: 8 — [116, 1341, 165, 1387]
notice-6-7 — [871, 1740, 1009, 2295]
pipeline-headline-box — [215, 587, 572, 679]
ek-nojore-body: যথেচ্ছ ভাবে মাটি দিয়ে উঁচু করে দেওয়া হচ্ছে পিচ রাস্তার দু'ধার। ফলে মুশকিলে পড়ছেন চাষিরা। ব্যবসায়ীদের বিরুদ্ধে এমনই অভিযোগ তুলে বিডিও ও পূর্ত দফতরের কাছে লিখিত অভিযোগ জমা দিয়েছেন বর্ধমান-কাটোয়া রাস্তার ধারে, ভাতারের মাহাচান্দা পঞ্চায়েতের কর্জনা বাসস্ট্যান্ড সংলগ্ন কয়েকটি গ্রামের বাসিন্দারা। বাসিন্দা কর্জনা গ্রামের সুভাষ ঘোষ, অমলেন্দু গোস্বামী, মিরাপাড়ার শেখ নান্নি, বিক্ষরডাঙার বিনয় মাজি, অজিত মণ্ডলদের দাবি, কর্জনা এলাকায় কর্জনা রোডে মাটি ভরাট করে দেওয়া হচ্ছে। চাষের জমিতে জল বেরোনোর পথ বন্ধ হয়ে যাচ্ছে। প্রশাসন বিষয়টি খতিয়ে দেখার আশ্বাস দিয়েছে। — [18, 195, 204, 484]
alomelo-instructions: নীচের শব্দগুলির প্রত্যেকটিকে একটি শব্দে সাজাতে হবে। এবং বর্গগুলির এলোমেলো থেকে তৈরি করা শব্দ দেখে বাংলা যোগ করে শব্দটি শেষ করতে হবে। — [668, 1294, 842, 1373]
agent-place: • দুর্গাপুর — [1311, 2141, 1353, 2155]
memorial-name: যুগল কুমার বিশ্বাস — [216, 1879, 328, 1897]
agent-phone: 9832171806 — [1401, 2092, 1474, 2105]
sudoku-cell[interactable] — [67, 1435, 116, 1483]
poribesh-tag: পরিবেশ-আলোচনা — [18, 594, 218, 635]
university-byline-box — [581, 614, 765, 655]
sudoku-cell[interactable]: 3 — [262, 1530, 312, 1577]
ek-nojore-right-subbody: নাবালিকাকে ধর্ষণের অভিযোগে কালনার বুলবুলিতলা এলাকা থেকে এক যুবককে গ্রেফতার করেছে পুলিশ। — [999, 1102, 1229, 1149]
sudoku-cell[interactable] — [410, 1341, 458, 1387]
ek-nojore-right-place: বর্ধমান: — [999, 992, 1036, 1007]
section-brand: বর্ধমান — [108, 17, 248, 79]
sudoku-cell[interactable]: 9 — [67, 1530, 116, 1577]
sudoku-cell[interactable]: 9 — [116, 1294, 165, 1341]
yoga-photo-caption: বিশ্ব যোগ দিবসে কালনার ১০৮ শিব মন্দিরে। নিজস্ব চিত্র — [581, 469, 822, 481]
sudoku-cell[interactable]: 2 — [165, 1625, 215, 1672]
sudoku-cell[interactable]: 2 — [262, 1435, 312, 1483]
sudoku-title-box — [18, 1256, 458, 1289]
sudoku-cell[interactable]: 1 — [361, 1577, 410, 1625]
sudoku-cell[interactable]: 2 — [215, 1294, 263, 1341]
university-headline-box — [581, 492, 1131, 611]
sudoku-cell[interactable]: 3 — [312, 1435, 361, 1483]
agent-list — [1306, 2039, 1480, 2312]
sudoku-footer: গতকালের সমাধান ডান দিকে — [174, 1707, 303, 1719]
sudoku-cell[interactable] — [361, 1341, 410, 1387]
ek-nojore-headline: রাস্তা ভরাটে মুশকিল, নালিশ — [18, 139, 203, 190]
solution-row: 389567214 — [468, 1319, 660, 1339]
bridge-byline: নিজস্ব সংবাদদাতা — [1141, 190, 1238, 206]
tourism-body-text: পর্যটন শিল্পে উৎসাহ দিতে দু'দিনের প্রশিক্ষণ শিবিরের আয়োজন করল জেলা প্রশাসন। বৃহস্পতি ও শুক্রবার জেলাশাসকের দফতরে রাসবিহারী সভাকক্ষে এই প্রশিক্ষণ হয়। পর্যটন বিভাগের অফিসার, ইতিহাসবিদ, হোটেল ও রিসর্ট ব্যবসায়ীরা উপস্থিত ছিলেন। জেলা পর্যটনের প্রসারে একাধিক পরিকল্পনার কথা জানানো হয়েছে। জেলাশাসক বলেন, “জেলার ঐতিহাসিক ক্ষেত্রগুলিকে পর্যটকদের কাছে তুলে ধরাই আমাদের লক্ষ্য।” — [215, 973, 572, 1084]
agent-phone: 9332040457 — [1401, 2116, 1474, 2130]
